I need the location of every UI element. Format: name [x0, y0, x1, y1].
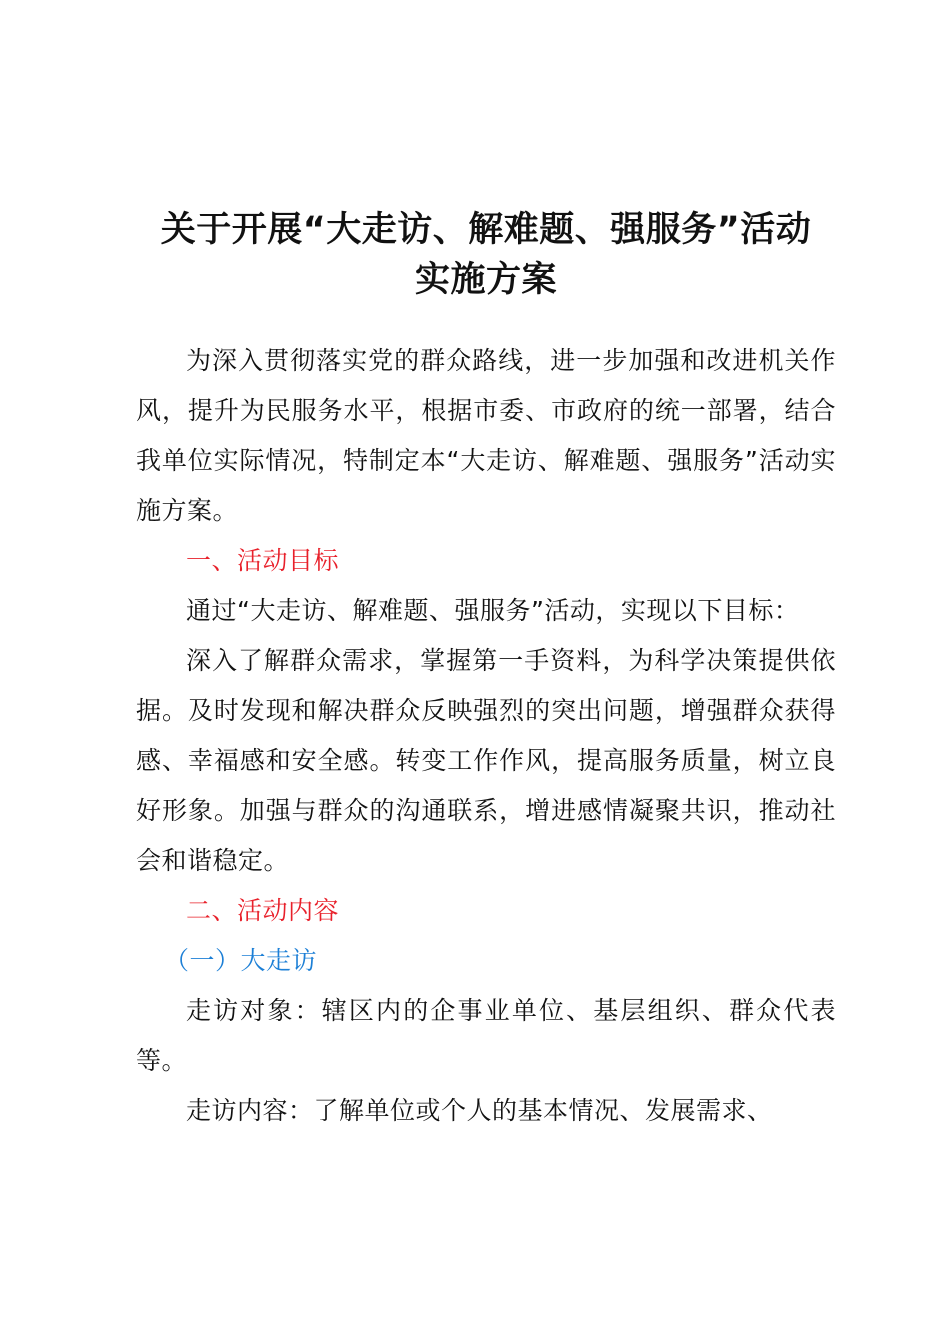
section-heading-content: 二、活动内容 — [186, 896, 340, 925]
subsection-heading-visit: （一）大走访 — [164, 946, 318, 975]
visit-content-paragraph: 走访内容：了解单位或个人的基本情况、发展需求、 — [186, 1096, 773, 1125]
section-heading-goals: 一、活动目标 — [186, 546, 340, 575]
title-spacer — [136, 305, 836, 336]
document-title — [136, 205, 836, 305]
intro-paragraph: 为深入贯彻落实党的群众路线，进一步加强和改进机关作风，提升为民服务水平，根据市委、市政府的统一部署，结合我单位实际情况，特制定本“大走访、解难题、强服务”活动实施方案。 — [136, 346, 836, 525]
document-page — [136, 205, 836, 1136]
goals-lead-paragraph: 通过“大走访、解难题、强服务”活动，实现以下目标： — [186, 596, 800, 625]
visit-targets-paragraph: 走访对象：辖区内的企事业单位、基层组织、群众代表等。 — [136, 996, 836, 1075]
goals-body-paragraph: 深入了解群众需求，掌握第一手资料，为科学决策提供依据。及时发现和解决群众反映强烈的突出问题，增强群众获得感、幸福感和安全感。转变工作作风，提高服务质量，树立良好形象。加强与群众的沟通联系，增进感情凝聚共识，推动社会和谐稳定。 — [136, 646, 836, 875]
title-line-1: 关于开展“大走访、解难题、强服务”活动 — [160, 210, 812, 250]
title-line-2: 实施方案 — [414, 260, 557, 300]
